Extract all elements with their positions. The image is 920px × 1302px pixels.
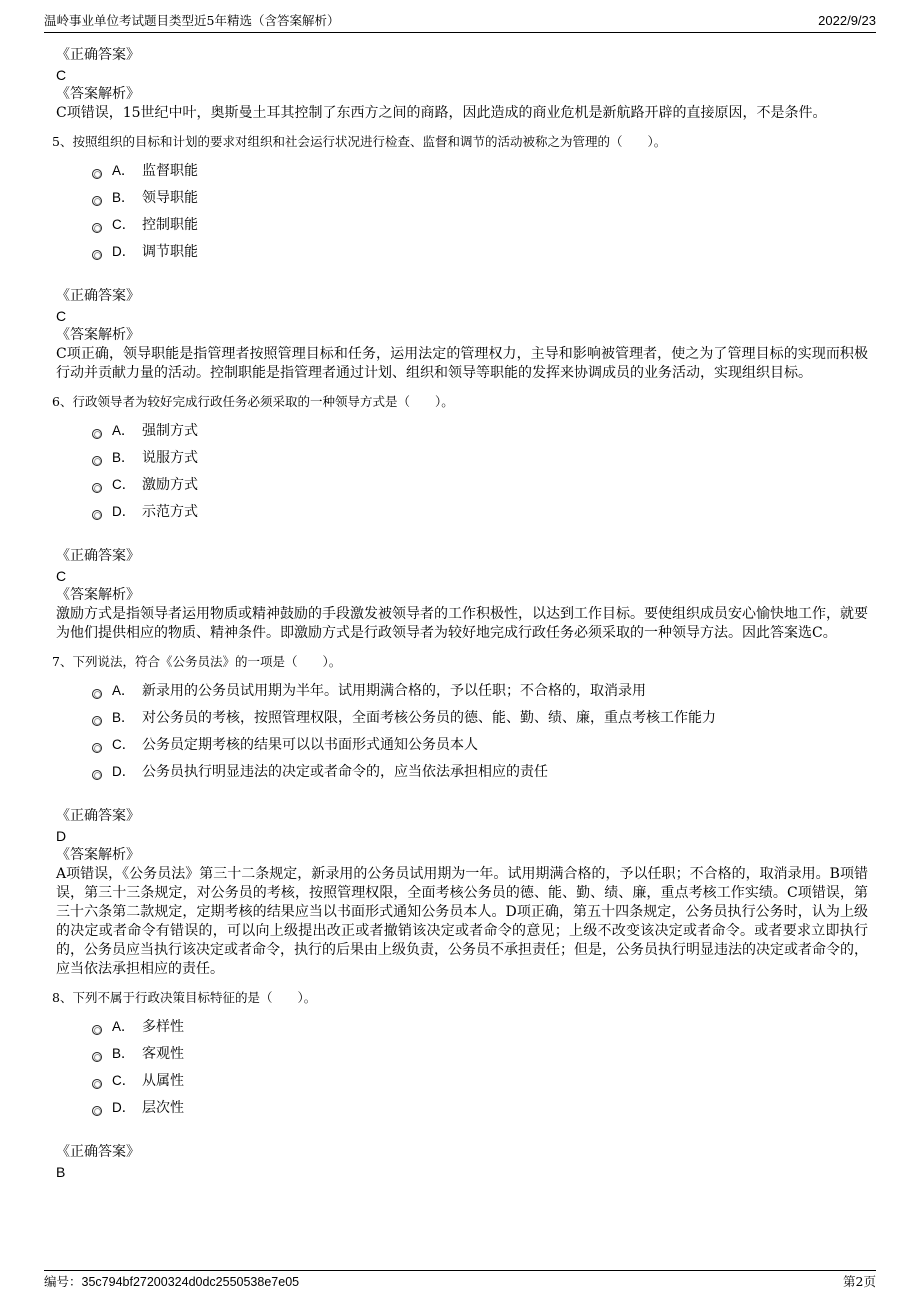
correct-answer-label: 《正确答案》 <box>56 548 140 564</box>
option-letter: D． <box>112 1099 136 1115</box>
correct-answer-value: C <box>56 308 67 324</box>
page-number: 第2页 <box>843 1274 876 1289</box>
option-text: 客观性 <box>142 1045 184 1062</box>
option-item[interactable] <box>92 1040 868 1067</box>
option-text: 公务员定期考核的结果可以以书面形式通知公务员本人 <box>142 736 478 753</box>
radio-button-icon[interactable] <box>92 1106 102 1116</box>
radio-button-icon[interactable] <box>92 456 102 466</box>
page-header <box>44 12 876 33</box>
document-code <box>44 1273 299 1291</box>
analysis-text: A项错误，《公务员法》第三十二条规定，新录用的公务员试用期为一年。试用期满合格的，予以任职；不合格的，取消录用。B项错误，第三十三条规定，对公务员的考核，按照管理权限，全面考核公务员的德、能、勤、绩、廉，重点考核工作实绩。C项错误，第三十六条第二款规定，定期考核的结果应当以书面形式通知公务员本人。D项正确，第五十四条规定，公务员执行公务时，认为上级的决定或者命令有错误的，可以向上级提出改正或者撤销该决定或者命令的意见；上级不改变该决定或者命令。或者要求立即执行的，公务员应当执行该决定或者命令，执行的后果由上级负责，公务员不承担责任；但是，公务员执行明显违法的决定或者命令的，应当依法承担相应的责任。 <box>56 866 868 977</box>
option-letter: C． <box>112 736 136 752</box>
option-list <box>92 157 868 265</box>
option-text: 控制职能 <box>142 216 198 233</box>
analysis-text: C项错误，15世纪中叶，奥斯曼土耳其控制了东西方之间的商路，因此造成的商业危机是新航路开辟的直接原因，不是条件。 <box>56 105 827 121</box>
radio-button-icon[interactable] <box>92 689 102 699</box>
correct-answer-label: 《正确答案》 <box>56 808 140 824</box>
option-item[interactable] <box>92 238 868 265</box>
option-text: 领导职能 <box>142 189 198 206</box>
option-list <box>92 417 868 525</box>
question-text: 8、下列不属于行政决策目标特征的是（ ）。 <box>52 990 317 1005</box>
correct-answer-label: 《正确答案》 <box>56 47 140 63</box>
radio-button-icon[interactable] <box>92 743 102 753</box>
correct-answer-value: C <box>56 568 67 584</box>
option-letter: D． <box>112 763 136 779</box>
option-item[interactable] <box>92 471 868 498</box>
radio-button-icon[interactable] <box>92 510 102 520</box>
page-content <box>52 44 868 1182</box>
radio-button-icon[interactable] <box>92 1079 102 1089</box>
option-letter: D． <box>112 503 136 519</box>
radio-button-icon[interactable] <box>92 770 102 780</box>
option-item[interactable] <box>92 1013 868 1040</box>
option-item[interactable] <box>92 677 868 704</box>
correct-answer-value: D <box>56 828 67 844</box>
option-letter: C． <box>112 1072 136 1088</box>
document-date: 2022/9/23 <box>818 13 876 28</box>
option-list <box>92 1013 868 1121</box>
option-letter: D． <box>112 243 136 259</box>
option-text: 激励方式 <box>142 476 198 493</box>
option-text: 示范方式 <box>142 503 198 520</box>
analysis-label: 《答案解析》 <box>56 86 140 102</box>
option-letter: B． <box>112 189 135 205</box>
radio-button-icon[interactable] <box>92 483 102 493</box>
option-letter: C． <box>112 476 136 492</box>
analysis-label: 《答案解析》 <box>56 847 140 863</box>
option-text: 层次性 <box>142 1099 184 1116</box>
code-label: 编号： <box>44 1274 82 1289</box>
radio-button-icon[interactable] <box>92 250 102 260</box>
option-letter: A． <box>112 682 135 698</box>
radio-button-icon[interactable] <box>92 223 102 233</box>
question-text: 7、下列说法，符合《公务员法》的一项是（ ）。 <box>52 654 342 669</box>
option-letter: A． <box>112 1018 135 1034</box>
analysis-label: 《答案解析》 <box>56 587 140 603</box>
option-letter: A． <box>112 422 135 438</box>
code-value: 35c794bf27200324d0dc2550538e7e05 <box>81 1275 300 1289</box>
option-item[interactable] <box>92 731 868 758</box>
radio-button-icon[interactable] <box>92 169 102 179</box>
correct-answer-value: B <box>56 1164 66 1180</box>
analysis-label: 《答案解析》 <box>56 327 140 343</box>
radio-button-icon[interactable] <box>92 716 102 726</box>
correct-answer-value: C <box>56 67 67 83</box>
option-item[interactable] <box>92 157 868 184</box>
option-item[interactable] <box>92 417 868 444</box>
option-letter: B． <box>112 1045 135 1061</box>
analysis-text: C项正确，领导职能是指管理者按照管理目标和任务，运用法定的管理权力，主导和影响被管理者，使之为了管理目标的实现而积极行动并贡献力量的活动。控制职能是指管理者通过计划、组织和领导等职能的发挥来协调成员的业务活动，实现组织目标。 <box>56 346 868 381</box>
option-item[interactable] <box>92 184 868 211</box>
question-text: 6、行政领导者为较好完成行政任务必须采取的一种领导方式是（ ）。 <box>52 394 454 409</box>
radio-button-icon[interactable] <box>92 429 102 439</box>
page-footer <box>44 1270 876 1291</box>
question-text: 5、按照组织的目标和计划的要求对组织和社会运行状况进行检查、监督和调节的活动被称之为管理的（ ）。 <box>52 134 667 149</box>
correct-answer-label: 《正确答案》 <box>56 1144 140 1160</box>
option-letter: C． <box>112 216 136 232</box>
prev-answer-block <box>56 46 868 123</box>
option-item[interactable] <box>92 1094 868 1121</box>
correct-answer-label: 《正确答案》 <box>56 288 140 304</box>
option-text: 对公务员的考核，按照管理权限，全面考核公务员的德、能、勤、绩、廉，重点考核工作能力 <box>142 709 716 726</box>
option-item[interactable] <box>92 758 868 785</box>
option-text: 强制方式 <box>142 422 198 439</box>
option-item[interactable] <box>92 444 868 471</box>
option-letter: B． <box>112 449 135 465</box>
option-item[interactable] <box>92 1067 868 1094</box>
radio-button-icon[interactable] <box>92 1052 102 1062</box>
option-text: 新录用的公务员试用期为半年。试用期满合格的，予以任职；不合格的，取消录用 <box>142 682 646 699</box>
analysis-text: 激励方式是指领导者运用物质或精神鼓励的手段激发被领导者的工作积极性，以达到工作目标。要使组织成员安心愉快地工作，就要为他们提供相应的物质、精神条件。即激励方式是行政领导者为较好地完成行政任务必须采取的一种领导方法。因此答案选C。 <box>56 606 868 641</box>
option-text: 多样性 <box>142 1018 184 1035</box>
option-text: 说服方式 <box>142 449 198 466</box>
option-text: 调节职能 <box>142 243 198 260</box>
option-text: 公务员执行明显违法的决定或者命令的，应当依法承担相应的责任 <box>142 763 548 780</box>
option-text: 从属性 <box>142 1072 184 1089</box>
document-title: 温岭事业单位考试题目类型近5年精选（含答案解析） <box>44 13 340 28</box>
option-item[interactable] <box>92 211 868 238</box>
option-letter: A． <box>112 162 135 178</box>
radio-button-icon[interactable] <box>92 1025 102 1035</box>
option-item[interactable] <box>92 498 868 525</box>
option-text: 监督职能 <box>142 162 198 179</box>
option-item[interactable] <box>92 704 868 731</box>
option-list <box>92 677 868 785</box>
radio-button-icon[interactable] <box>92 196 102 206</box>
option-letter: B． <box>112 709 135 725</box>
